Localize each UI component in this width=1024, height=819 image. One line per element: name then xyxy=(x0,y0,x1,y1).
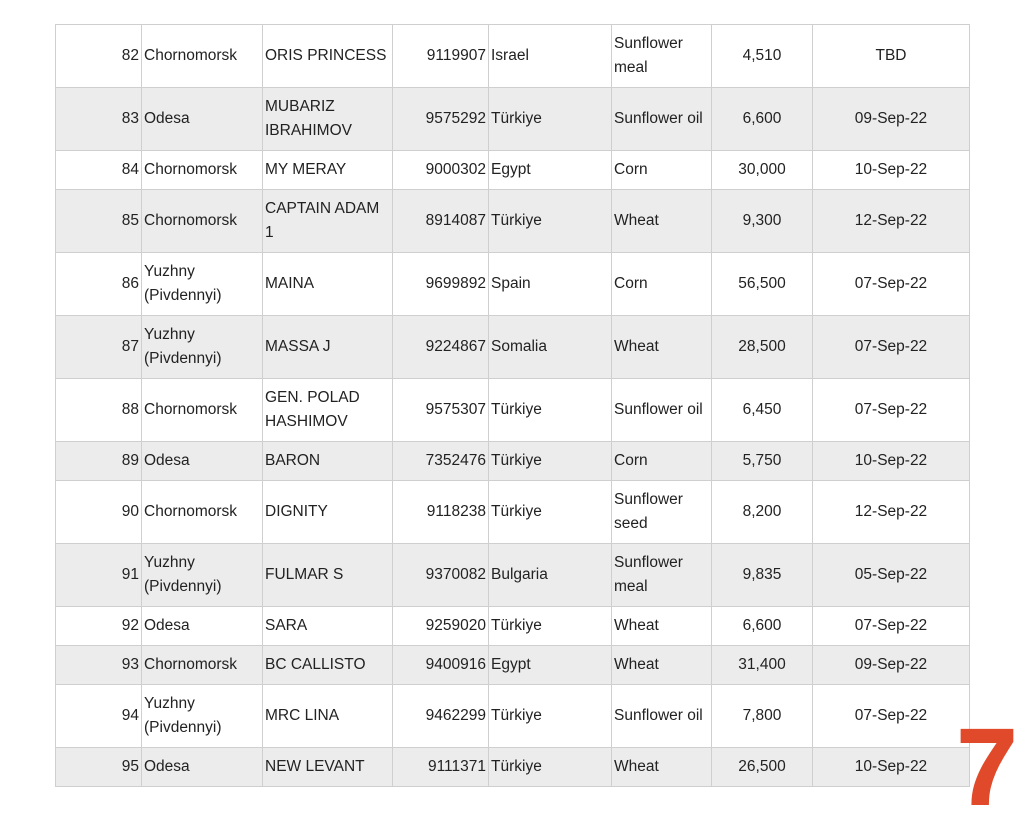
cargo-cell: Corn xyxy=(612,151,712,190)
table-row xyxy=(56,607,970,646)
row-number: 92 xyxy=(56,607,142,646)
cargo-cell: Wheat xyxy=(612,190,712,253)
vessel-cell: MASSA J xyxy=(263,316,393,379)
imo-cell: 7352476 xyxy=(393,442,489,481)
date-cell: 12-Sep-22 xyxy=(813,481,970,544)
date-cell: 07-Sep-22 xyxy=(813,316,970,379)
port-cell: Odesa xyxy=(142,748,263,787)
flag-cell: Türkiye xyxy=(489,442,612,481)
date-cell: 07-Sep-22 xyxy=(813,607,970,646)
flag-cell: Türkiye xyxy=(489,379,612,442)
imo-cell: 9575292 xyxy=(393,88,489,151)
flag-cell: Egypt xyxy=(489,646,612,685)
vessel-cell: MY MERAY xyxy=(263,151,393,190)
table-row xyxy=(56,544,970,607)
flag-cell: Egypt xyxy=(489,151,612,190)
table-row xyxy=(56,253,970,316)
tonnage-cell: 31,400 xyxy=(712,646,813,685)
date-cell: 10-Sep-22 xyxy=(813,442,970,481)
cargo-cell: Corn xyxy=(612,442,712,481)
vessel-cell: DIGNITY xyxy=(263,481,393,544)
table-row xyxy=(56,685,970,748)
port-cell: Yuzhny (Pivdennyi) xyxy=(142,685,263,748)
row-number: 89 xyxy=(56,442,142,481)
imo-cell: 9400916 xyxy=(393,646,489,685)
tonnage-cell: 6,450 xyxy=(712,379,813,442)
imo-cell: 8914087 xyxy=(393,190,489,253)
shipments-table-wrapper xyxy=(55,24,969,787)
row-number: 93 xyxy=(56,646,142,685)
tonnage-cell: 30,000 xyxy=(712,151,813,190)
imo-cell: 9111371 xyxy=(393,748,489,787)
vessel-cell: FULMAR S xyxy=(263,544,393,607)
tonnage-cell: 9,300 xyxy=(712,190,813,253)
row-number: 91 xyxy=(56,544,142,607)
vessel-cell: MUBARIZ IBRAHIMOV xyxy=(263,88,393,151)
flag-cell: Türkiye xyxy=(489,481,612,544)
cargo-cell: Wheat xyxy=(612,316,712,379)
tonnage-cell: 26,500 xyxy=(712,748,813,787)
vessel-cell: ORIS PRINCESS xyxy=(263,25,393,88)
row-number: 87 xyxy=(56,316,142,379)
shipments-table xyxy=(55,24,970,787)
vessel-cell: CAPTAIN ADAM 1 xyxy=(263,190,393,253)
cargo-cell: Sunflower oil xyxy=(612,88,712,151)
flag-cell: Israel xyxy=(489,25,612,88)
vessel-cell: MRC LINA xyxy=(263,685,393,748)
cargo-cell: Sunflower oil xyxy=(612,685,712,748)
tonnage-cell: 4,510 xyxy=(712,25,813,88)
vessel-cell: BARON xyxy=(263,442,393,481)
tonnage-cell: 7,800 xyxy=(712,685,813,748)
tonnage-cell: 8,200 xyxy=(712,481,813,544)
imo-cell: 9370082 xyxy=(393,544,489,607)
port-cell: Yuzhny (Pivdennyi) xyxy=(142,544,263,607)
cargo-cell: Sunflower meal xyxy=(612,544,712,607)
imo-cell: 9118238 xyxy=(393,481,489,544)
date-cell: 07-Sep-22 xyxy=(813,379,970,442)
cargo-cell: Corn xyxy=(612,253,712,316)
row-number: 82 xyxy=(56,25,142,88)
flag-cell: Türkiye xyxy=(489,685,612,748)
port-cell: Chornomorsk xyxy=(142,25,263,88)
page-number-text: 7 xyxy=(956,718,1018,814)
date-cell: 12-Sep-22 xyxy=(813,190,970,253)
port-cell: Odesa xyxy=(142,88,263,151)
row-number: 88 xyxy=(56,379,142,442)
flag-cell: Türkiye xyxy=(489,190,612,253)
vessel-cell: MAINA xyxy=(263,253,393,316)
date-cell: 09-Sep-22 xyxy=(813,88,970,151)
date-cell: 05-Sep-22 xyxy=(813,544,970,607)
table-row xyxy=(56,190,970,253)
tonnage-cell: 9,835 xyxy=(712,544,813,607)
flag-cell: Türkiye xyxy=(489,607,612,646)
row-number: 95 xyxy=(56,748,142,787)
cargo-cell: Sunflower meal xyxy=(612,25,712,88)
port-cell: Chornomorsk xyxy=(142,190,263,253)
cargo-cell: Sunflower oil xyxy=(612,379,712,442)
port-cell: Chornomorsk xyxy=(142,151,263,190)
table-row xyxy=(56,748,970,787)
cargo-cell: Wheat xyxy=(612,607,712,646)
vessel-cell: BC CALLISTO xyxy=(263,646,393,685)
flag-cell: Bulgaria xyxy=(489,544,612,607)
cargo-cell: Wheat xyxy=(612,748,712,787)
date-cell: 10-Sep-22 xyxy=(813,151,970,190)
row-number: 85 xyxy=(56,190,142,253)
port-cell: Chornomorsk xyxy=(142,646,263,685)
imo-cell: 9000302 xyxy=(393,151,489,190)
imo-cell: 9462299 xyxy=(393,685,489,748)
imo-cell: 9224867 xyxy=(393,316,489,379)
imo-cell: 9575307 xyxy=(393,379,489,442)
tonnage-cell: 28,500 xyxy=(712,316,813,379)
port-cell: Chornomorsk xyxy=(142,481,263,544)
table-row xyxy=(56,646,970,685)
row-number: 86 xyxy=(56,253,142,316)
row-number: 94 xyxy=(56,685,142,748)
table-row xyxy=(56,316,970,379)
date-cell: TBD xyxy=(813,25,970,88)
port-cell: Chornomorsk xyxy=(142,379,263,442)
table-row xyxy=(56,442,970,481)
cargo-cell: Sunflower seed xyxy=(612,481,712,544)
tonnage-cell: 6,600 xyxy=(712,607,813,646)
table-row xyxy=(56,25,970,88)
table-row xyxy=(56,151,970,190)
tonnage-cell: 6,600 xyxy=(712,88,813,151)
table-row xyxy=(56,379,970,442)
flag-cell: Türkiye xyxy=(489,748,612,787)
cargo-cell: Wheat xyxy=(612,646,712,685)
imo-cell: 9699892 xyxy=(393,253,489,316)
page-number xyxy=(955,718,1019,814)
row-number: 90 xyxy=(56,481,142,544)
vessel-cell: NEW LEVANT xyxy=(263,748,393,787)
port-cell: Yuzhny (Pivdennyi) xyxy=(142,316,263,379)
port-cell: Odesa xyxy=(142,442,263,481)
vessel-cell: SARA xyxy=(263,607,393,646)
date-cell: 07-Sep-22 xyxy=(813,685,970,748)
flag-cell: Spain xyxy=(489,253,612,316)
row-number: 83 xyxy=(56,88,142,151)
tonnage-cell: 5,750 xyxy=(712,442,813,481)
imo-cell: 9119907 xyxy=(393,25,489,88)
tonnage-cell: 56,500 xyxy=(712,253,813,316)
table-row xyxy=(56,88,970,151)
date-cell: 07-Sep-22 xyxy=(813,253,970,316)
flag-cell: Türkiye xyxy=(489,88,612,151)
date-cell: 09-Sep-22 xyxy=(813,646,970,685)
table-row xyxy=(56,481,970,544)
port-cell: Yuzhny (Pivdennyi) xyxy=(142,253,263,316)
date-cell: 10-Sep-22 xyxy=(813,748,970,787)
row-number: 84 xyxy=(56,151,142,190)
vessel-cell: GEN. POLAD HASHIMOV xyxy=(263,379,393,442)
flag-cell: Somalia xyxy=(489,316,612,379)
port-cell: Odesa xyxy=(142,607,263,646)
imo-cell: 9259020 xyxy=(393,607,489,646)
